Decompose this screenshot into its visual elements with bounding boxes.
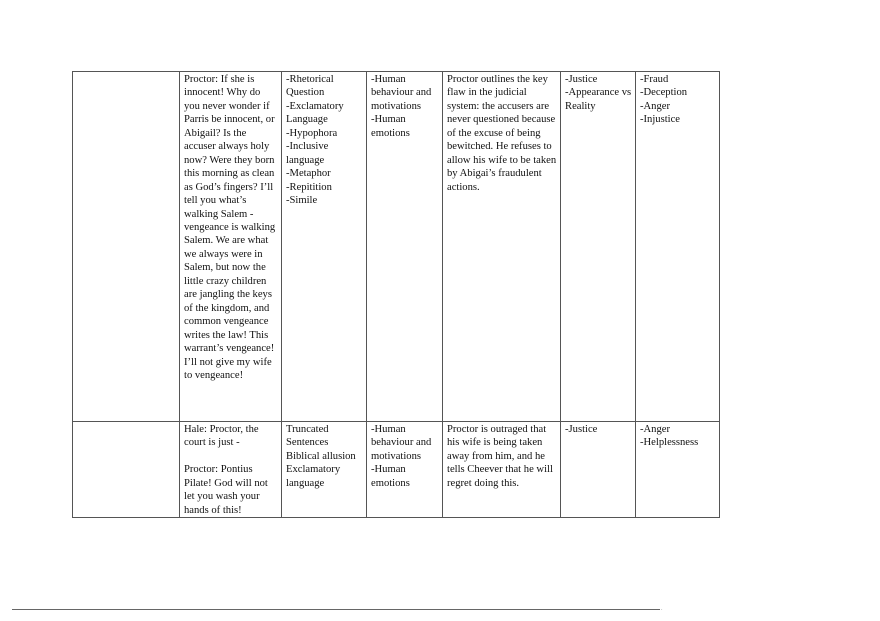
table-cell-quote: Proctor: If she is innocent! Why do you never wonder if Parris be innocent, or Abigail? Is the accuser always holy now? Were they born this morning as clean as God’s fingers? I’ll tell you what’s walking Salem - vengeance is walking Salem. We are what we always were in Salem, but now the little crazy children are jangling the keys of the kingdom, and common vengeance writes the law! This warrant’s vengeance! I’ll not give my wife to vengeance!	[180, 72, 282, 422]
analysis-table	[72, 71, 720, 518]
table-cell-ideas: -Justice -Appearance vs Reality	[561, 72, 636, 422]
table-cell-themes: -Human behaviour and motivations -Human emotions	[367, 422, 443, 518]
table-cell-quote: Hale: Proctor, the court is just - Proctor: Pontius Pilate! God will not let you wash your hands of this!	[180, 422, 282, 518]
table-cell-ideas: -Justice	[561, 422, 636, 518]
table-cell-emotions: -Fraud -Deception -Anger -Injustice	[636, 72, 720, 422]
table-cell-blank	[73, 422, 180, 518]
table-cell-techniques: Truncated Sentences Biblical allusion Exclamatory language	[282, 422, 367, 518]
table-cell-techniques: -Rhetorical Question -Exclamatory Language -Hypophora -Inclusive language -Metaphor -Repitition -Simile	[282, 72, 367, 422]
table-cell-emotions: -Anger -Helplessness	[636, 422, 720, 518]
table-row	[73, 72, 720, 422]
table-cell-themes: -Human behaviour and motivations -Human emotions	[367, 72, 443, 422]
table-row	[73, 422, 720, 518]
footer-divider	[12, 609, 660, 610]
table-cell-analysis: Proctor is outraged that his wife is being taken away from him, and he tells Cheever that he will regret doing this.	[443, 422, 561, 518]
table-cell-blank	[73, 72, 180, 422]
footer-dot: .	[661, 606, 663, 612]
table-cell-analysis: Proctor outlines the key flaw in the judicial system: the accusers are never questioned because of the excuse of being bewitched. He refuses to allow his wife to be taken by Abigai’s fraudulent actions.	[443, 72, 561, 422]
